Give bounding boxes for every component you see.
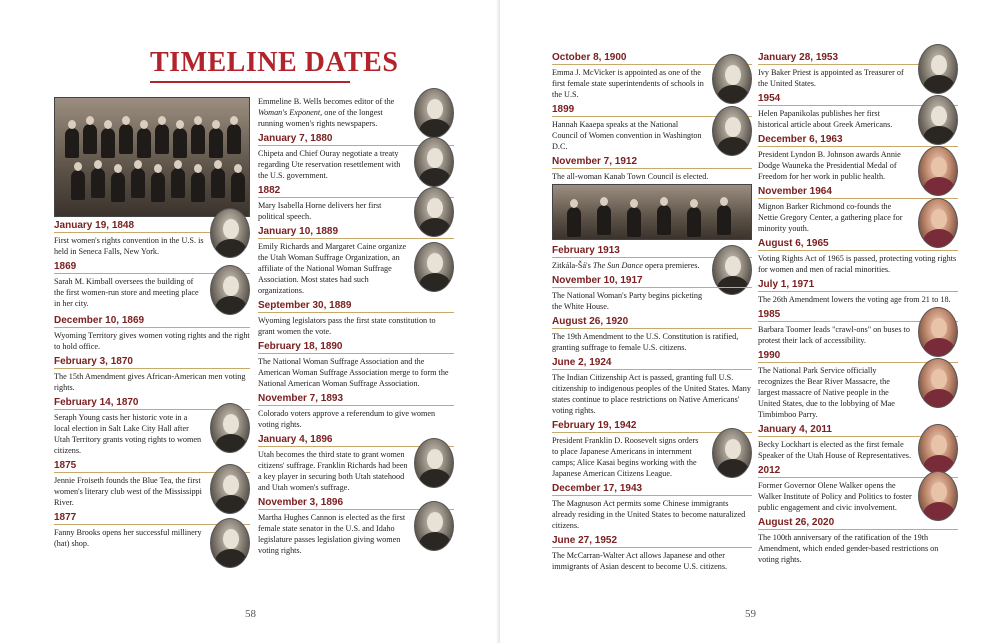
timeline-entry bbox=[54, 218, 250, 257]
right-column-1 bbox=[552, 50, 752, 574]
timeline-entry bbox=[258, 131, 454, 181]
timeline-entry bbox=[758, 184, 958, 234]
portrait-image bbox=[712, 54, 752, 104]
timeline-entry bbox=[758, 307, 958, 346]
timeline-entry bbox=[54, 395, 250, 456]
timeline-entry bbox=[758, 422, 958, 461]
entry-text: The National Park Service officially recognizes the Bear River Massacre, the largest massacre of Native people in the United States, due to the lobbying of Mae Timbimboo Parry. bbox=[758, 366, 895, 419]
entry-text: Helen Papanikolas publishes her first historical article about Greek Americans. bbox=[758, 109, 893, 129]
portrait-image bbox=[414, 438, 454, 488]
entry-date: October 8, 1900 bbox=[552, 50, 752, 65]
portrait-image bbox=[918, 198, 958, 248]
entry-date: September 30, 1889 bbox=[258, 298, 454, 313]
timeline-entry bbox=[258, 432, 454, 493]
timeline-entry bbox=[758, 515, 958, 565]
entry-text: Chipeta and Chief Ouray negotiate a treaty regarding Ute reservation resettlement with the U.S. government. bbox=[258, 149, 401, 180]
entry-text: President Lyndon B. Johnson awards Annie Dodge Wauneka the Presidential Medal of Freedom for her work in public health. bbox=[758, 150, 901, 181]
portrait-image bbox=[210, 265, 250, 315]
timeline-entry bbox=[758, 277, 958, 305]
entry-text: Sarah M. Kimball oversees the building of the first women-run store and meeting place in her city. bbox=[54, 277, 199, 308]
entry-date: 1882 bbox=[258, 183, 454, 198]
timeline-entry bbox=[258, 183, 454, 222]
page-number: 58 bbox=[245, 608, 256, 620]
entry-text: The all-woman Kanab Town Council is elected. bbox=[552, 172, 709, 181]
timeline-entry bbox=[258, 391, 454, 430]
entry-date: February 18, 1890 bbox=[258, 339, 454, 354]
timeline-entry bbox=[758, 348, 958, 420]
entry-date: August 6, 1965 bbox=[758, 236, 958, 251]
entry-date: February 14, 1870 bbox=[54, 395, 250, 410]
entry-text: Emmeline B. Wells becomes editor of the Woman's Exponent, one of the longest running women's rights newspapers. bbox=[258, 97, 395, 128]
portrait-image bbox=[210, 464, 250, 514]
entry-text: Wyoming legislators pass the first state constitution to grant women the vote. bbox=[258, 316, 436, 336]
timeline-entry bbox=[258, 94, 454, 129]
timeline-entry bbox=[552, 418, 752, 479]
portrait-image bbox=[918, 44, 958, 94]
entry-date: 2012 bbox=[758, 463, 958, 478]
timeline-entry bbox=[258, 339, 454, 389]
entry-date: February 19, 1942 bbox=[552, 418, 752, 433]
entry-date: August 26, 2020 bbox=[758, 515, 958, 530]
entry-date: January 4, 2011 bbox=[758, 422, 958, 437]
entry-text: Barbara Toomer leads "crawl-ons" on buses to protest their lack of accessibility. bbox=[758, 325, 910, 345]
timeline-entry bbox=[552, 102, 752, 152]
entry-text: Martha Hughes Cannon is elected as the first female state senator in the U.S. and Idaho legislature passes legislation giving women voting rights. bbox=[258, 513, 406, 555]
entry-date: 1899 bbox=[552, 102, 752, 117]
entry-date: January 19, 1848 bbox=[54, 218, 250, 233]
entry-text: Hannah Kaaepa speaks at the National Council of Women convention in Washington D.C. bbox=[552, 120, 702, 151]
entry-date: January 10, 1889 bbox=[258, 224, 454, 239]
entry-text: The 26th Amendment lowers the voting age from 21 to 18. bbox=[758, 295, 951, 304]
timeline-entry bbox=[758, 50, 958, 89]
entry-text: The Magnuson Act permits some Chinese immigrants already residing in the United States to become naturalized citizens. bbox=[552, 499, 746, 530]
portrait-image bbox=[210, 403, 250, 453]
timeline-entry bbox=[552, 154, 752, 182]
entry-date: 1985 bbox=[758, 307, 958, 322]
entry-text: Wyoming Territory gives women voting rights and the right to hold office. bbox=[54, 331, 250, 351]
page-title: TIMELINE DATES bbox=[150, 47, 399, 78]
timeline-entry bbox=[54, 354, 250, 393]
entry-date: November 7, 1893 bbox=[258, 391, 454, 406]
timeline-entry bbox=[552, 273, 752, 312]
entry-text: Mary Isabella Horne delivers her first political speech. bbox=[258, 201, 382, 221]
timeline-entry bbox=[758, 463, 958, 513]
portrait-image bbox=[414, 137, 454, 187]
entry-text: Mignon Barker Richmond co-founds the Nettie Gregory Center, a gathering place for minority youth. bbox=[758, 202, 903, 233]
portrait-image bbox=[712, 428, 752, 478]
timeline-entry bbox=[552, 314, 752, 353]
entry-text: The National Woman Suffrage Association and the American Woman Suffrage Association merge to form the National American Woman Suffrage Association. bbox=[258, 357, 449, 388]
entry-date: June 2, 1924 bbox=[552, 355, 752, 370]
timeline-entry bbox=[758, 91, 958, 130]
entry-date: November 7, 1912 bbox=[552, 154, 752, 169]
timeline-entry bbox=[552, 481, 752, 531]
entry-date: August 26, 1920 bbox=[552, 314, 752, 329]
entry-text: Jennie Froiseth founds the Blue Tea, the first women's literary club west of the Mississippi River. bbox=[54, 476, 202, 507]
portrait-image bbox=[918, 471, 958, 521]
entry-date: January 7, 1880 bbox=[258, 131, 454, 146]
entry-text: The 100th anniversary of the ratification of the 19th Amendment, which ended gender-based restrictions on voting rights. bbox=[758, 533, 939, 564]
timeline-entry bbox=[552, 533, 752, 572]
entry-text: Former Governor Olene Walker opens the Walker Institute of Policy and Politics to foster public engagement and civic involvement. bbox=[758, 481, 912, 512]
portrait-image bbox=[210, 518, 250, 568]
timeline-entry bbox=[258, 495, 454, 556]
entry-text: Emily Richards and Margaret Caine organize the Utah Woman Suffrage Organization, an affiliate of the National Woman Suffrage Association. Most states had such organizations. bbox=[258, 242, 407, 295]
entry-date: November 1964 bbox=[758, 184, 958, 199]
right-column-2 bbox=[758, 50, 958, 567]
entry-text: Zitkála-Šá's The Sun Dance opera premieres. bbox=[552, 261, 700, 270]
entry-date: December 17, 1943 bbox=[552, 481, 752, 496]
entry-text: First women's rights convention in the U.S. is held in Seneca Falls, New York. bbox=[54, 236, 204, 256]
timeline-entry bbox=[54, 313, 250, 352]
entry-date: 1875 bbox=[54, 458, 250, 473]
entry-text: Voting Rights Act of 1965 is passed, protecting voting rights for women and men of racial minorities. bbox=[758, 254, 957, 274]
entry-text: Seraph Young casts her historic vote in a local election in Salt Lake City Hall after Utah Territory grants voting rights to women citizens. bbox=[54, 413, 202, 455]
page-number: 59 bbox=[745, 608, 756, 620]
entry-text: The National Woman's Party begins picketing the White House. bbox=[552, 291, 703, 311]
kanab-council-photo bbox=[552, 184, 752, 240]
entry-text: The McCarran-Walter Act allows Japanese and other immigrants of Asian descent to become U.S. citizens. bbox=[552, 551, 728, 571]
entry-text: The Indian Citizenship Act is passed, granting full U.S. citizenship to indigenous peoples of the United States. Many states continue to place restrictions on Native Americans' voting rights. bbox=[552, 373, 751, 415]
entry-date: January 4, 1896 bbox=[258, 432, 454, 447]
entry-date: June 27, 1952 bbox=[552, 533, 752, 548]
left-column-1 bbox=[54, 218, 250, 551]
portrait-image bbox=[414, 501, 454, 551]
timeline-entry bbox=[54, 259, 250, 309]
entry-date: January 28, 1953 bbox=[758, 50, 958, 65]
timeline-entry bbox=[552, 355, 752, 416]
timeline-entry bbox=[552, 50, 752, 100]
timeline-entry bbox=[552, 243, 752, 271]
entry-date: 1990 bbox=[758, 348, 958, 363]
entry-date: November 3, 1896 bbox=[258, 495, 454, 510]
portrait-image bbox=[918, 358, 958, 408]
entry-text: Ivy Baker Priest is appointed as Treasurer of the United States. bbox=[758, 68, 904, 88]
timeline-entry bbox=[54, 458, 250, 508]
title-underline bbox=[150, 81, 350, 83]
timeline-entry bbox=[258, 224, 454, 296]
timeline-entry bbox=[54, 510, 250, 549]
entry-text: Fanny Brooks opens her successful millinery (hat) shop. bbox=[54, 528, 202, 548]
left-column-2 bbox=[258, 94, 454, 558]
portrait-image bbox=[414, 242, 454, 292]
entry-date: 1869 bbox=[54, 259, 250, 274]
timeline-entry bbox=[258, 298, 454, 337]
entry-date: February 1913 bbox=[552, 243, 752, 258]
portrait-image bbox=[712, 106, 752, 156]
timeline-entry bbox=[758, 132, 958, 182]
entry-text: Becky Lockhart is elected as the first female Speaker of the Utah House of Representatives. bbox=[758, 440, 912, 460]
entry-date: July 1, 1971 bbox=[758, 277, 958, 292]
entry-date: February 3, 1870 bbox=[54, 354, 250, 369]
entry-text: Emma J. McVicker is appointed as one of the first female state superintendents of schools in the U.S. bbox=[552, 68, 704, 99]
right-page bbox=[500, 0, 1000, 643]
entry-text: The 19th Amendment to the U.S. Constitution is ratified, granting suffrage to female U.S. citizens. bbox=[552, 332, 739, 352]
entry-text: Utah becomes the third state to grant women citizens' suffrage. Franklin Richards had been a key player in securing both Utah statehood and Utah women's suffrage. bbox=[258, 450, 408, 492]
suffragists-group-photo bbox=[54, 97, 250, 217]
entry-date: December 6, 1963 bbox=[758, 132, 958, 147]
entry-text: President Franklin D. Roosevelt signs orders to place Japanese Americans in internment camps; Alice Kasai begins working with the Japanese American Citizens League. bbox=[552, 436, 699, 478]
entry-text: The 15th Amendment gives African-American men voting rights. bbox=[54, 372, 246, 392]
entry-date: November 10, 1917 bbox=[552, 273, 752, 288]
portrait-image bbox=[210, 208, 250, 258]
entry-date: December 10, 1869 bbox=[54, 313, 250, 328]
entry-text: Colorado voters approve a referendum to give women voting rights. bbox=[258, 409, 436, 429]
entry-date: 1877 bbox=[54, 510, 250, 525]
entry-date: 1954 bbox=[758, 91, 958, 106]
